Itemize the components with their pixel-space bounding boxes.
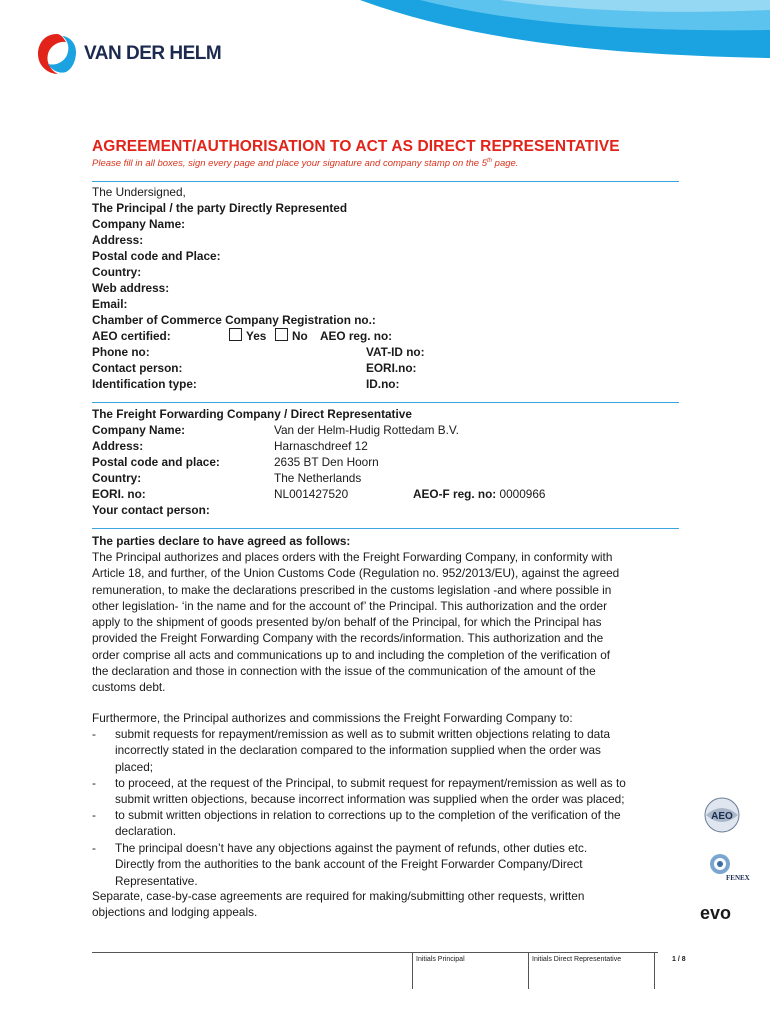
page-footer [92, 952, 686, 989]
id-no-label: ID.no: [366, 377, 400, 391]
page-number: 1 / 8 [672, 956, 686, 963]
principal-web-label: Web address: [92, 281, 170, 295]
aeo-no-option[interactable]: No [275, 328, 308, 344]
identification-type-label: Identification type: [92, 377, 197, 391]
document-instructions: Please fill in all boxes, sign every page and place your signature and company stamp on the 5th page. [92, 158, 519, 170]
list-item: - to proceed, at the request of the Principal, to submit request for repayment/remission as well as to submit written objections, because incorrect information was supplied when the order was placed; [92, 776, 626, 807]
aeo-reg-label: AEO reg. no: [320, 329, 393, 343]
phone-label: Phone no: [92, 345, 150, 359]
company-logo [36, 32, 221, 76]
initials-representative-box[interactable]: Initials Direct Representative [528, 953, 655, 989]
forwarder-eori-value: NL001427520 [274, 487, 349, 501]
contact-person-label: Contact person: [92, 361, 183, 375]
principal-postal-label: Postal code and Place: [92, 249, 221, 263]
closing-paragraph: Separate, case-by-case agreements are required for making/submitting other requests, written objections and lodging appeals. [92, 889, 585, 920]
aeo-no-checkbox[interactable] [275, 328, 288, 341]
vat-label: VAT-ID no: [366, 345, 425, 359]
list-item: - The principal doesn’t have any objections against the payment of refunds, other duties etc. Directly from the authorities to the bank account of the Freight Forwarder Company/Direct Representative. [92, 841, 588, 888]
agreement-heading: The parties declare to have agreed as follows: [92, 534, 351, 548]
logo-swirl-icon [36, 32, 78, 76]
aeo-yes-checkbox[interactable] [229, 328, 242, 341]
divider [92, 528, 679, 529]
eori-label: EORI.no: [366, 361, 417, 375]
svg-text:AEO: AEO [711, 811, 733, 822]
aeo-yes-option[interactable]: Yes [229, 328, 266, 344]
divider [92, 181, 679, 182]
principal-country-label: Country: [92, 265, 142, 279]
forwarder-address-label: Address: [92, 439, 144, 453]
forwarder-aeof: AEO-F reg. no: 0000966 [413, 487, 546, 501]
forwarder-country-label: Country: [92, 471, 142, 485]
aeo-logo [700, 795, 744, 840]
furthermore-text: Furthermore, the Principal authorizes and commissions the Freight Forwarding Company to: [92, 711, 573, 725]
forwarder-heading: The Freight Forwarding Company / Direct Representative [92, 407, 412, 421]
evo-logo [700, 903, 748, 928]
divider [92, 402, 679, 403]
principal-address-label: Address: [92, 233, 144, 247]
principal-company-name-label: Company Name: [92, 217, 186, 231]
principal-email-label: Email: [92, 297, 128, 311]
document-title: AGREEMENT/AUTHORISATION TO ACT AS DIRECT REPRESENTATIVE [92, 138, 620, 155]
initials-principal-box[interactable]: Initials Principal [412, 953, 528, 989]
aeo-certified-label: AEO certified: [92, 329, 171, 343]
svg-text:FENEX: FENEX [726, 874, 750, 882]
principal-heading: The Principal / the party Directly Represented [92, 201, 348, 215]
forwarder-contact-label: Your contact person: [92, 503, 210, 517]
logo-text: VAN DER HELM [84, 43, 222, 64]
list-item: - submit requests for repayment/remission as well as to submit written objections relating to data incorrectly stated in the declaration compared to the information supplied when the order was placed; [92, 727, 611, 774]
principal-chamber-label: Chamber of Commerce Company Registration no.: [92, 313, 376, 327]
intro-text: The Undersigned, [92, 185, 186, 199]
svg-text:evo: evo [700, 903, 732, 923]
forwarder-company-value: Van der Helm-Hudig Rottedam B.V. [274, 423, 459, 437]
forwarder-postal-label: Postal code and place: [92, 455, 220, 469]
forwarder-postal-value: 2635 BT Den Hoorn [274, 455, 379, 469]
fenex-logo [702, 852, 754, 887]
forwarder-eori-label: EORI. no: [92, 487, 146, 501]
forwarder-country-value: The Netherlands [274, 471, 362, 485]
agreement-paragraph: The Principal authorizes and places orders with the Freight Forwarding Company, in conformity with Article 18, and further, of the Union Customs Code (Regulation no. 952/2013/EU), against the agreed remuneration, to make the declarations prescribed in the customs legislation -and where possible in other legislation- ‘in the name and for the account of’ the Principal. This authorization and the order apply to the shipment of goods presented by/on behalf of the Principal, for which the Principal has provided the Freight Forwarding Company with the records/information. This authorization and the order comprise all acts and communications up to and including the completion of the verification of the declaration and those in connection with the issue of the communication of the amount of the customs debt. [92, 550, 620, 695]
list-item: - to submit written objections in relation to corrections up to the completion of the verification of the declaration. [92, 808, 621, 839]
forwarder-address-value: Harnaschdreef 12 [274, 439, 368, 453]
forwarder-company-label: Company Name: [92, 423, 186, 437]
